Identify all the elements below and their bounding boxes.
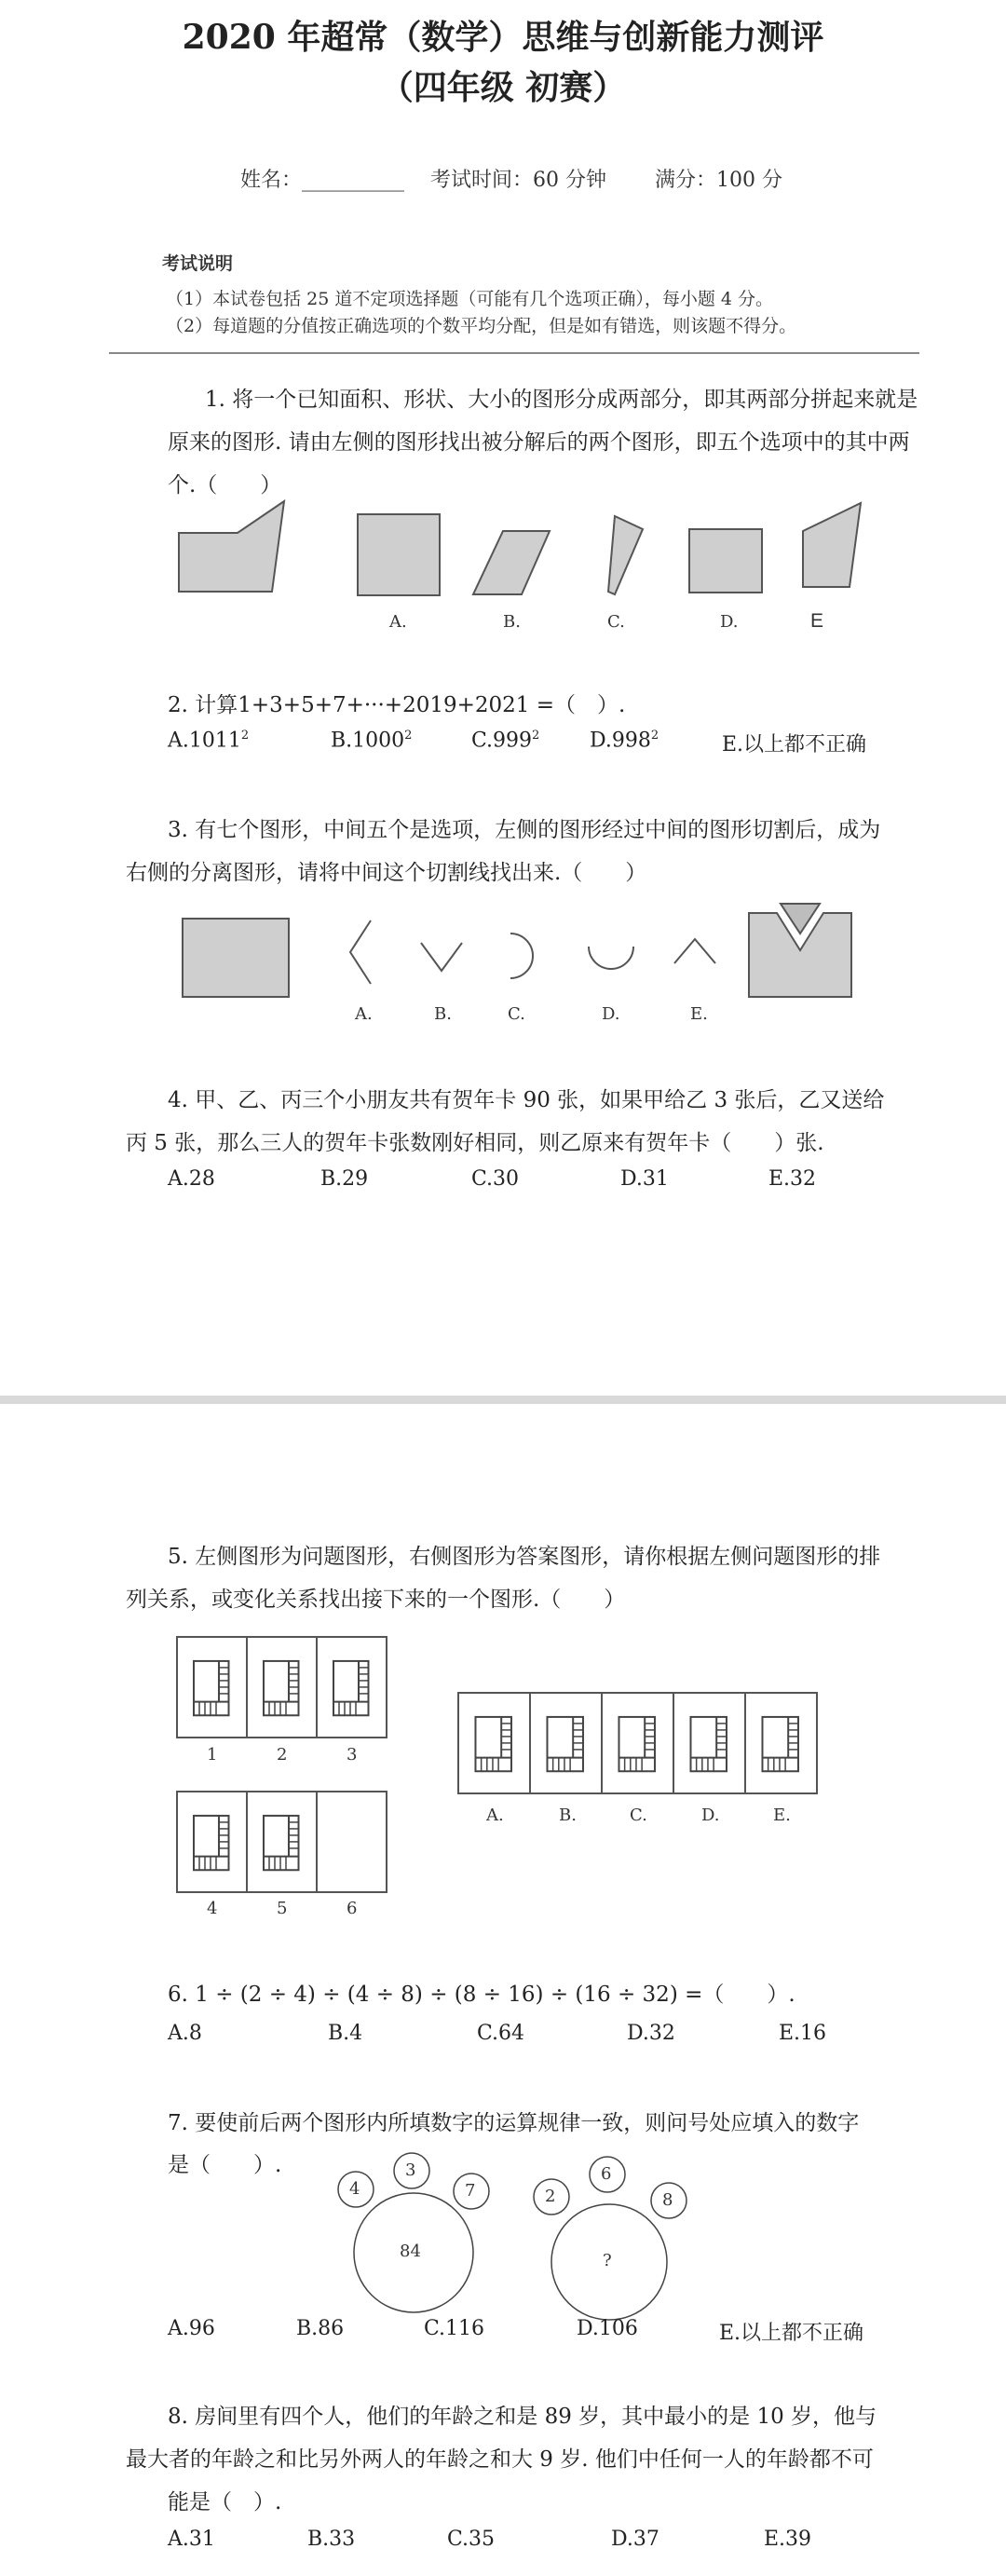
q4-option-a: A.28 — [168, 1167, 215, 1191]
score-label: 满分：100 分 — [655, 169, 782, 192]
q5-answer-label-e: E. — [773, 1806, 791, 1825]
q4-line-1: 4. 甲、乙、丙三个小朋友共有贺年卡 90 张，如果甲给乙 3 张后，乙又送给 — [168, 1088, 885, 1112]
q5-answer-label-a: A. — [486, 1806, 504, 1825]
q6-option-a: A.8 — [168, 2022, 202, 2045]
q4-option-c: C.30 — [471, 1167, 520, 1191]
q5-problem-tile-3 — [317, 1637, 387, 1738]
q3-original-shape — [183, 919, 289, 997]
q5-problem-label-5: 5 — [277, 1899, 288, 1918]
q5-problem-tile-6 — [317, 1792, 387, 1892]
q1-line-3: 个.（ ） — [168, 473, 282, 497]
q1-line-1: 1. 将一个已知面积、形状、大小的图形分成两部分，即其两部分拼起来就是 — [205, 388, 918, 412]
q5-answer-tile-a — [458, 1693, 530, 1793]
q8-line-3: 能是（ ）. — [168, 2490, 282, 2515]
q6-option-b: B.4 — [328, 2022, 363, 2045]
q3-option-a-cut — [350, 920, 371, 984]
q5-problem-tile-1 — [177, 1637, 247, 1738]
instructions-line-1: （1）本试卷包括 25 道不定项选择题（可能有几个选项正确），每小题 4 分。 — [166, 289, 774, 309]
q7-left-small-3: 7 — [465, 2181, 476, 2201]
q2-option-a: A.1011$^2$ — [168, 729, 250, 753]
q5-answer-tile-d — [673, 1693, 745, 1793]
q6-option-c: C.64 — [477, 2022, 525, 2045]
q6-option-d: D.32 — [627, 2022, 675, 2045]
q5-problem-label-3: 3 — [347, 1745, 358, 1765]
q3-option-c-cut — [510, 934, 533, 978]
q7-line-2: 是（ ）. — [168, 2153, 282, 2177]
q5-problem-tile-5 — [247, 1792, 317, 1892]
q3-label-e: E. — [690, 1004, 708, 1024]
q7-option-d: D.106 — [577, 2317, 638, 2340]
q3-label-b: B. — [434, 1004, 452, 1024]
q1-label-e: E — [810, 610, 824, 632]
q3-label-c: C. — [508, 1004, 525, 1024]
q7-right-small-2: 6 — [601, 2164, 612, 2184]
page-title: 2020 年超常（数学）思维与创新能力测评 — [182, 18, 824, 57]
q7-option-a: A.96 — [168, 2317, 215, 2340]
q5-answer-label-c: C. — [630, 1806, 647, 1825]
q2-option-e: E.以上都不正确 — [722, 733, 867, 756]
q2-option-c: C.999$^2$ — [471, 729, 540, 753]
q5-line-2: 列关系，或变化关系找出接下来的一个图形.（ ） — [126, 1588, 626, 1612]
q3-label-a: A. — [355, 1004, 373, 1024]
q5-answer-tile-e — [745, 1693, 817, 1793]
q1-figures — [0, 494, 1006, 615]
q1-option-d-shape — [689, 529, 762, 593]
q4-option-d: D.31 — [620, 1167, 669, 1191]
q5-figures — [0, 1626, 1006, 1933]
q7-line-1: 7. 要使前后两个图形内所填数字的运算规律一致，则问号处应填入的数字 — [168, 2111, 860, 2135]
q6-stem: 6. 1 ÷ (2 ÷ 4) ÷ (4 ÷ 8) ÷ (8 ÷ 16) ÷ (16 ÷ 32) =（ ）. — [168, 1983, 795, 2007]
page-subtitle: （四年级 初赛） — [379, 68, 627, 107]
q1-label-c: C. — [607, 612, 625, 632]
q5-problem-label-4: 4 — [207, 1899, 218, 1918]
time-label: 考试时间：60 分钟 — [430, 169, 606, 192]
q1-option-e-shape — [803, 503, 861, 587]
q5-answer-grid — [458, 1693, 817, 1793]
q1-option-c-shape — [608, 516, 643, 594]
instructions-heading: 考试说明 — [162, 253, 234, 274]
q3-option-e-cut — [674, 939, 715, 963]
q2-option-b: B.1000$^2$ — [331, 729, 413, 753]
q7-right-small-1: 2 — [545, 2187, 556, 2206]
q3-option-b-cut — [421, 943, 462, 971]
q3-option-d-cut — [589, 947, 633, 969]
q3-line-1: 3. 有七个图形，中间五个是选项，左侧的图形经过中间的图形切割后，成为 — [168, 818, 881, 842]
q7-figures — [0, 2152, 1006, 2315]
q7-option-b: B.86 — [296, 2317, 345, 2340]
q4-option-e: E.32 — [768, 1167, 817, 1191]
q3-line-2: 右侧的分离图形，请将中间这个切割线找出来.（ ） — [126, 861, 647, 885]
name-label: 姓名：__________ — [240, 169, 405, 192]
q7-right-small-3: 8 — [662, 2190, 673, 2210]
q1-option-a-shape — [358, 514, 440, 595]
q5-line-1: 5. 左侧图形为问题图形，右侧图形为答案图形，请你根据左侧问题图形的排 — [168, 1545, 881, 1569]
q5-problem-tile-4 — [177, 1792, 247, 1892]
q5-problem-label-2: 2 — [277, 1745, 288, 1765]
q8-option-b: B.33 — [307, 2528, 356, 2551]
q7-option-e: E.以上都不正确 — [719, 2322, 864, 2345]
q8-option-d: D.37 — [611, 2528, 659, 2551]
q1-original-shape — [179, 501, 284, 592]
q7-option-c: C.116 — [424, 2317, 485, 2340]
q5-problem-label-1: 1 — [207, 1745, 218, 1765]
q8-option-e: E.39 — [764, 2528, 812, 2551]
q3-label-d: D. — [602, 1004, 620, 1024]
q5-problem-grid — [177, 1637, 387, 1892]
q5-problem-label-6: 6 — [347, 1899, 358, 1918]
q7-right-center: ? — [603, 2251, 612, 2270]
q1-option-b-shape — [473, 531, 550, 594]
q2-stem: 2. 计算1+3+5+7+···+2019+2021 =（ ）. — [168, 693, 626, 717]
q5-problem-tile-2 — [247, 1637, 317, 1738]
q5-answer-label-b: B. — [559, 1806, 577, 1825]
q8-option-a: A.31 — [168, 2528, 215, 2551]
q3-figures — [0, 904, 1006, 1015]
q1-label-b: B. — [503, 612, 521, 632]
q8-option-c: C.35 — [447, 2528, 496, 2551]
q6-option-e: E.16 — [779, 2022, 827, 2045]
q1-line-2: 原来的图形. 请由左侧的图形找出被分解后的两个图形，即五个选项中的其中两 — [168, 430, 910, 455]
q5-answer-tile-b — [530, 1693, 602, 1793]
page-break — [0, 1396, 1006, 1404]
q8-line-1: 8. 房间里有四个人，他们的年龄之和是 89 岁，其中最小的是 10 岁，他与 — [168, 2405, 877, 2429]
instructions-line-2: （2）每道题的分值按正确选项的个数平均分配，但是如有错选，则该题不得分。 — [166, 316, 797, 336]
q7-left-small-1: 4 — [349, 2179, 360, 2199]
q5-answer-label-d: D. — [701, 1806, 720, 1825]
q7-left-center: 84 — [400, 2242, 421, 2261]
q4-line-2: 丙 5 张，那么三人的贺年卡张数刚好相同，则乙原来有贺年卡（ ）张. — [126, 1131, 824, 1155]
header-divider — [109, 352, 919, 354]
q2-option-d: D.998$^2$ — [590, 729, 659, 753]
q4-option-b: B.29 — [320, 1167, 369, 1191]
q8-line-2: 最大者的年龄之和比另外两人的年龄之和大 9 岁. 他们中任何一人的年龄都不可 — [126, 2447, 874, 2472]
q7-left-small-2: 3 — [405, 2160, 416, 2180]
q5-answer-tile-c — [602, 1693, 673, 1793]
q1-label-a: A. — [389, 612, 407, 632]
q1-label-d: D. — [720, 612, 739, 632]
